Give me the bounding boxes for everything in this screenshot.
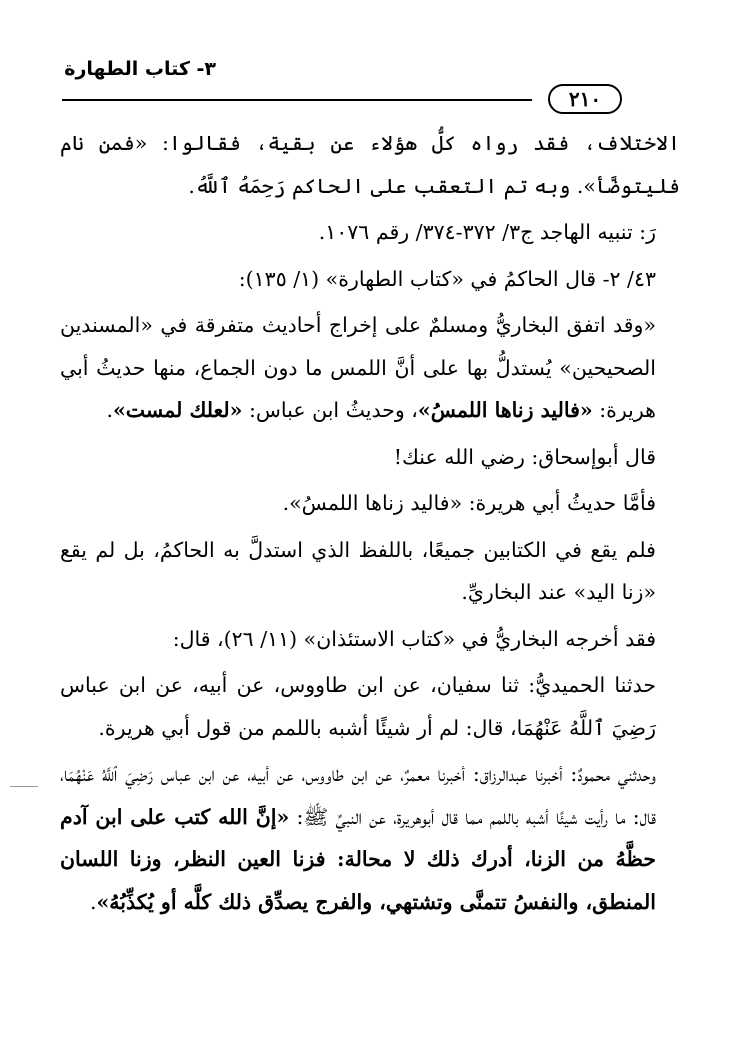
page-number: ٢١٠ [548, 84, 622, 114]
period: . [106, 398, 113, 422]
paragraph-not-found: فلم يقع في الكتابين جميعًا، باللفظ الذي استدلَّ به الحاكمُ، بل لم يقع «زنا اليد» عند البخاريِّ. [60, 537, 656, 604]
period-2: . [89, 889, 97, 914]
isnad-text: وحدثني محمودٌ: أخبرنا عبدالرزاق: أخبرنا معمرٌ، عن ابن طاووس، عن أبيه، عن ابن عباس رَضِيَ ٱللَّهُ عَنْهُمَا، قال: ما رأيت شيئًا أشبه باللمم مما قال أبوهريرة، عن النبيِّ ﷺ: [60, 762, 656, 829]
paragraph-isnad-2 [60, 753, 680, 923]
paragraph-bukhari-source: فقد أخرجه البخاريُّ في «كتاب الاستئذان» (١١/ ٢٦)، قال: [172, 626, 656, 651]
margin-mark [10, 786, 38, 787]
paragraph-isnad-1: حدثنا الحميديُّ: ثنا سفيان، عن ابن طاووس، عن أبيه، عن ابن عباس رَضِيَ ٱللَّهُ عَنْهُمَا، قال: لم أر شيئًا أشبه باللمم من قول أبي هريرة. [60, 673, 656, 740]
paragraph-quote [60, 304, 680, 432]
hadith-quote-2: «لعلك لمست» [112, 398, 243, 422]
quote-text-2: ، وحديثُ ابن عباس: [242, 398, 418, 422]
header-rule [62, 99, 532, 101]
quote-text: «وقد اتفق البخاريُّ ومسلمٌ على إخراج أحاديث متفرقة في «المسندين الصحيحين» يُستدلُّ بها على أنَّ اللمس ما دون الجماع، منها حديثُ أبي هريرة: [60, 313, 656, 422]
hadith-quote-1: «فاليد زناها اللمسُ» [417, 398, 593, 422]
paragraph-1: الاختلاف، فقد رواه كلُّ هؤلاء عن بقية، فقالوا: «فمن نام فليتوضَّأ». وبه تم التعقب على الحاكم رَحِمَهُ ٱللَّهُ. [60, 131, 680, 198]
body-text [60, 122, 680, 923]
running-title: ٣- كتاب الطهارة [64, 58, 216, 80]
paragraph-abu-hurayra: فأمَّا حديثُ أبي هريرة: «فاليد زناها اللمسُ». [282, 491, 656, 515]
section-heading: ٤٣/ ٢- قال الحاكمُ في «كتاب الطهارة» (١/ ١٣٥): [238, 266, 656, 291]
paragraph-abu-ishaq: قال أبوإسحاق: رضي الله عنك! [393, 444, 656, 469]
hadith-quote-3: «إنَّ الله كتب على ابن آدم حظَّهُ من الزنا، أدرك ذلك لا محالة: فزنا العين النظر، وزنا اللسان المنطق، والنفسُ تتمنَّى وتشتهي، والفرج يصدِّق ذلك كلَّه أو يُكذِّبُهُ» [60, 804, 656, 914]
reference-line: رَ: تنبيه الهاجد ج٣/ ٣٧٢-٣٧٤/ رقم ١٠٧٦. [318, 220, 656, 244]
